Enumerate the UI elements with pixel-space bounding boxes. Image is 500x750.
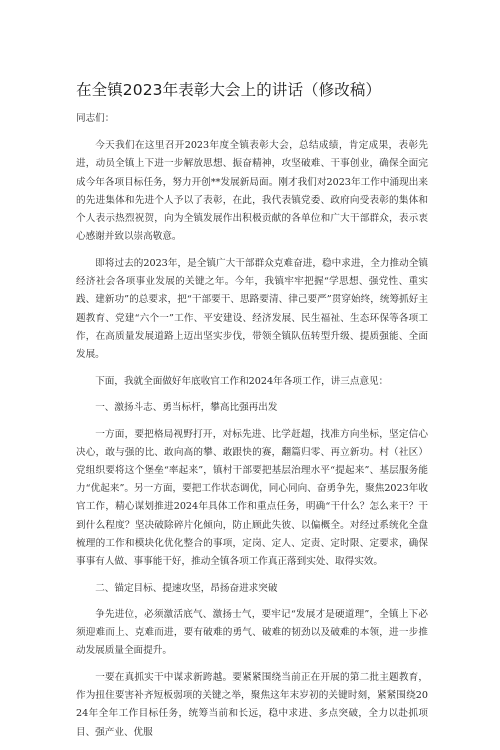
section-2-paragraph-1: 争先进位，必须激活底气、激扬士气，要牢记“发展才是硬道理”，全镇上下必须迎难而上、克难而进，要有破难的勇气、破难的韧劲以及破难的本领，进一步推动发展质量全面提升。 [76, 608, 428, 657]
intro-paragraph: 今天我们在这里召开2023年度全镇表彰大会，总结成绩，肯定成果，表彰先进，动员全镇上下进一步解放思想、振奋精神，攻坚破难、干事创业，确保全面完成今年各项目标任务，努力开创**发展新局面。刚才我们对2023年工作中涌现出来的先进集体和先进个人予以了表彰，在此，我代表镇党委、政府向受表彰的集体和个人表示热烈祝贺，向为全镇发展作出积极贡献的各单位和广大干部群众，表示衷心感谢并致以崇高敬意。 [76, 140, 428, 243]
document-title: 在全镇2023年表彰大会上的讲话（修改稿） [76, 81, 382, 99]
greeting: 同志们： [76, 113, 115, 124]
section-2-paragraph-2: 一要在真抓实干中谋求新跨越。要紧紧围绕当前正在开展的第二批主题教育，作为扭住要害补齐短板弱项的关键之举，聚焦这年末岁初的关键时刻，紧紧围绕2024年全年工作目标任务，统筹当前和长远，稳中求进、多点突破，全力以赴抓项目、强产业、优服 [76, 671, 428, 738]
section-heading-1: 一、激扬斗志、勇当标杆，攀高比强再出发 [95, 402, 278, 414]
document-body [76, 110, 428, 750]
transition-paragraph: 下面，我就全面做好年底收官工作和2024年各项工作，讲三点意见： [95, 375, 389, 387]
review-paragraph: 即将过去的2023年，是全镇广大干部群众克难奋进，稳中求进，全力推动全镇经济社会各项事业发展的关键之年。今年，我镇牢牢把握“学思想、强党性、重实践、建新功”的总要求，把“干部要干、思路要清、律己要严”贯穿始终，统筹抓好主题教育、党建“六个一”工作、平安建设、经济发展、民生福祉、生态环保等各项工作，在高质量发展道路上迈出坚实步伐，带领全镇队伍转型升级、提质强能、全面发展。 [76, 257, 428, 360]
section-1-paragraph: 一方面，要把格局视野打开，对标先进、比学赶超，找准方向坐标，坚定信心决心，敢与强的比、敢向高的攀、敢跟快的赛，翻篇归零、再立新功。村（社区）党组织要将这个堡垒“率起来”，镇村干部要把基层治理水平“提起来”、基层服务能力“优起来”。另一方面，要把工作状态调优，同心同向、奋勇争先，聚焦2023年收官工作，精心谋划推进2024年具体工作和重点任务，明确“干什么？怎么来干？干到什么程度？坚决破除碎片化倾向，防止顾此失彼、以偏概全。对经过系统化全盘梳理的工作和模块化优化整合的事项，定岗、定人、定责、定时限、定要求，确保事事有人做、事事能干好，推动全镇各项工作真正落到实处、取得实效。 [76, 428, 428, 567]
section-heading-2: 二、锚定目标、提速攻坚，昂扬奋进求突破 [95, 582, 278, 594]
